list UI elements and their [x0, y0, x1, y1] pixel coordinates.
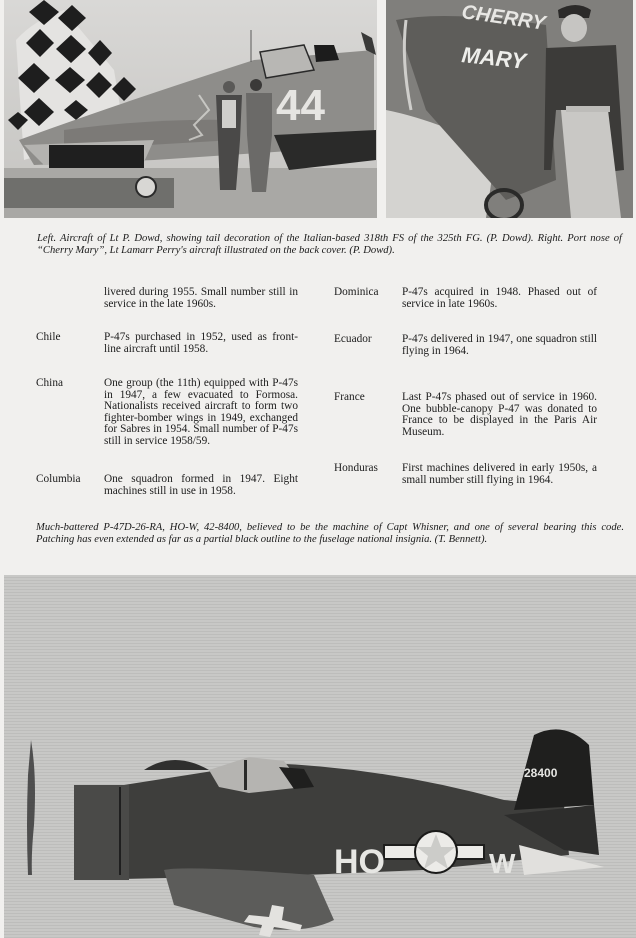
country-label: Dominica: [334, 286, 379, 298]
country-description: P-47s purchased in 1952, used as front-line aircraft until 1958.: [104, 331, 298, 355]
photo-cherry-mary-nose: [386, 0, 633, 218]
photo-p47-in-flight: [4, 575, 636, 938]
photo-checkerboard-tail-aircraft: [4, 0, 377, 218]
fuselage-code-left: HO: [334, 843, 385, 881]
country-label: Honduras: [334, 462, 378, 474]
fuselage-code-right: W: [489, 848, 516, 879]
country-label: Ecuador: [334, 333, 372, 345]
caption-top-photos: Left. Aircraft of Lt P. Dowd, showing tail decoration of the Italian-based 318th FS of the 325th FG. (P. Dowd). Right. Port nose of “Cherry Mary”, Lt Lamarr Perry's aircraft illustrated on the back cover. (P. Dowd).: [37, 233, 622, 256]
country-label: Chile: [36, 331, 61, 343]
entry-continued: [36, 287, 298, 311]
country-description: P-47s delivered in 1947, one squadron still flying in 1964.: [402, 333, 597, 357]
country-description: One squadron formed in 1947. Eight machines still in use in 1958.: [104, 473, 298, 497]
country-description: Last P-47s phased out of service in 1960. One bubble-canopy P-47 was donated to France to be displayed in the Paris Air Museum.: [402, 391, 597, 438]
tail-serial: 28400: [524, 766, 558, 780]
nose-art-cherry: CHERRY: [460, 1, 547, 35]
country-description: First machines delivered in early 1950s, a small number still flying in 1964.: [402, 462, 597, 486]
country-label: France: [334, 391, 365, 403]
fuselage-number: 44: [276, 81, 325, 130]
nose-art-mary: MARY: [460, 42, 528, 74]
country-label: Columbia: [36, 473, 81, 485]
country-description: livered during 1955. Small number still in service in the late 1960s.: [104, 286, 298, 310]
caption-bottom-photo: Much-battered P-47D-26-RA, HO-W, 42-8400, believed to be the machine of Capt Whisner, and one of several bearing this code. Patching has even extended as far as a partial black outline to the fuselage national insignia. (T. Bennett).: [36, 522, 624, 545]
country-description: P-47s acquired in 1948. Phased out of service in late 1960s.: [402, 286, 597, 310]
country-label: China: [36, 377, 63, 389]
country-description: One group (the 11th) equipped with P-47s in 1947, a few evacuated to Formosa. Nationalists received aircraft to form two fighter-bomber wings in 1949, exchanged for Sabres in 1954. Small number of P-47s still in service 1958/59.: [104, 377, 298, 447]
